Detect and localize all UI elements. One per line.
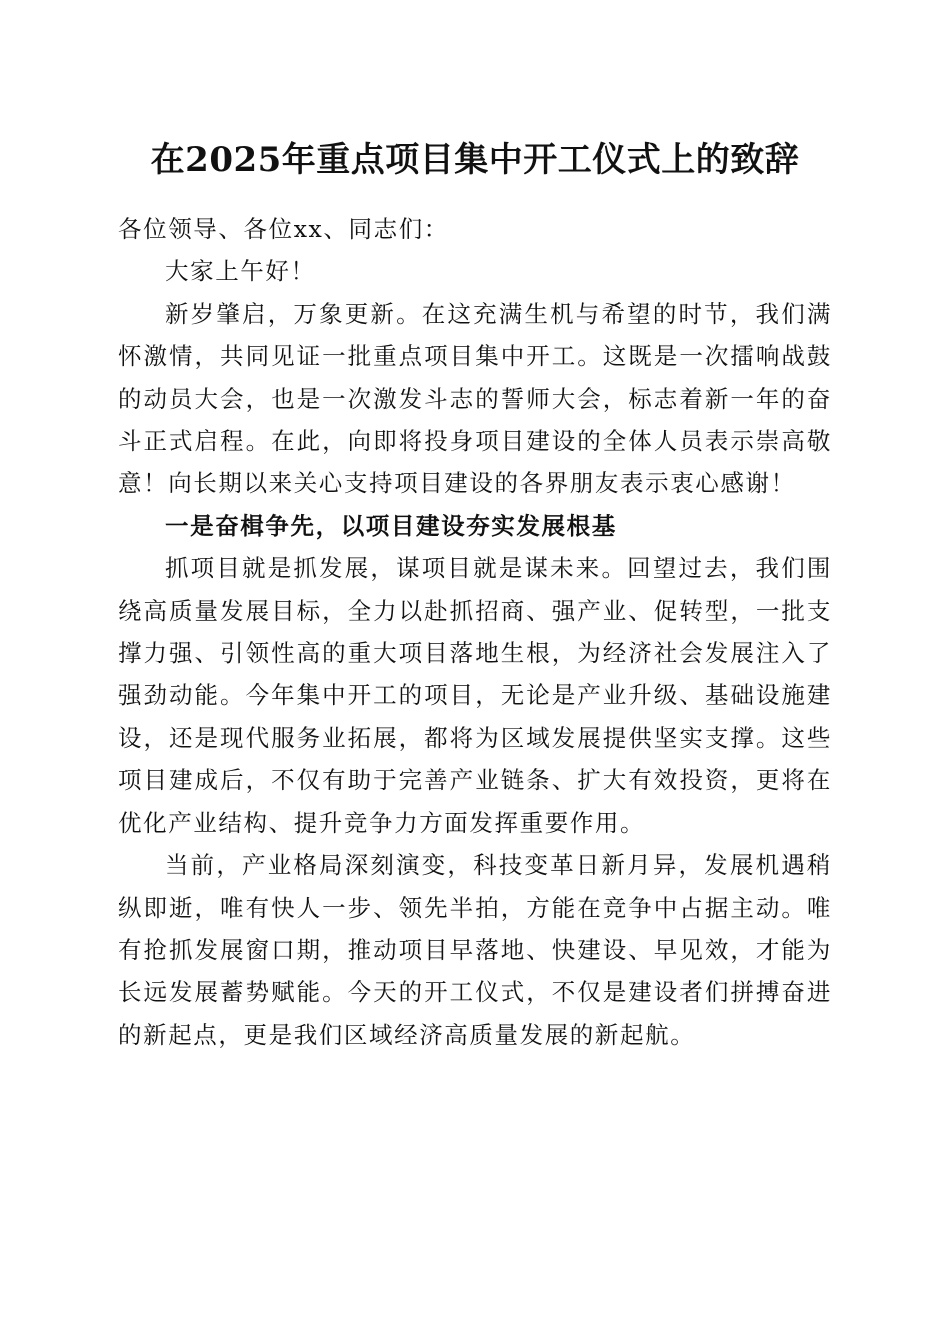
document-title: 在2025年重点项目集中开工仪式上的致辞 bbox=[150, 140, 800, 180]
salutation: 各位领导、各位xx、同志们： bbox=[118, 215, 449, 243]
document-body bbox=[118, 208, 832, 1056]
section-heading: 一是奋楫争先，以项目建设夯实发展根基 bbox=[165, 511, 617, 540]
body-paragraph: 抓项目就是抓发展，谋项目就是谋未来。回望过去，我们围绕高质量发展目标，全力以赴抓招商、强产业、促转型，一批支撑力强、引领性高的重大项目落地生根，为经济社会发展注入了强劲动能。今年集中开工的项目，无论是产业升级、基础设施建设，还是现代服务业拓展，都将为区域发展提供坚实支撑。这些项目建成后，不仅有助于完善产业链条、扩大有效投资，更将在优化产业结构、提升竞争力方面发挥重要作用。 bbox=[118, 554, 832, 837]
body-paragraph: 新岁肇启，万象更新。在这充满生机与希望的时节，我们满怀激情，共同见证一批重点项目集中开工。这既是一次擂响战鼓的动员大会，也是一次激发斗志的誓师大会，标志着新一年的奋斗正式启程。在此，向即将投身项目建设的全体人员表示崇高敬意！向长期以来关心支持项目建设的各界朋友表示衷心感谢！ bbox=[118, 299, 832, 498]
body-paragraph: 当前，产业格局深刻演变，科技变革日新月异，发展机遇稍纵即逝，唯有快人一步、领先半拍，方能在竞争中占据主动。唯有抢抓发展窗口期，推动项目早落地、快建设、早见效，才能为长远发展蓄势赋能。今天的开工仪式，不仅是建设者们拼搏奋进的新起点，更是我们区域经济高质量发展的新起航。 bbox=[118, 851, 832, 1049]
greeting: 大家上午好！ bbox=[165, 257, 316, 286]
